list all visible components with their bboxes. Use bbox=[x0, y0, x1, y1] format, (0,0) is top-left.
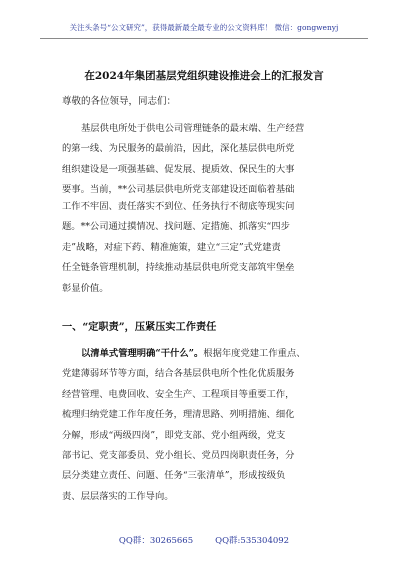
footer-qq-group-2: QQ群:535304092 bbox=[215, 536, 290, 546]
paragraph-3-line: 经营管理、电费回收、安全生产、工程项目等重要工作， bbox=[62, 388, 295, 400]
paragraph-1-line: 基层供电所处于供电公司管理链条的最末端、生产经营 bbox=[81, 123, 305, 134]
header-promo-note: 关注头条号“公文研究”，获得最新最全最专业的公文资料库！ 微信：gongwenyj bbox=[69, 23, 339, 32]
paragraph-1-line: 的第一线、为民服务的最前沿，因此，深化基层供电所党 bbox=[62, 143, 295, 155]
paragraph-2-line: 彰显价值。 bbox=[62, 282, 109, 294]
paragraph-3-lead: 以清单式管理明确“干什么”。 bbox=[81, 348, 204, 359]
paragraph-3-first-rest: 根据年度党建工作重点、 bbox=[203, 348, 306, 359]
footer-qq-group-1: QQ群：30265665 bbox=[118, 536, 194, 546]
paragraph-3-first-line bbox=[62, 344, 352, 364]
paragraph-2-line: 任全链条管理机制，持续推动基层供电所党支部筑牢堡垒 bbox=[62, 262, 295, 274]
paragraph-3-line: 梳理归纳党建工作年度任务，理清思路、列明措施、细化 bbox=[62, 409, 295, 421]
paragraph-3-line: 分解，形成“两级四岗”，即党支部、党小组两级，党支 bbox=[62, 429, 286, 441]
paragraph-1-line: 组织建设是一项强基础、促发展、提质效、保民生的大事 bbox=[62, 163, 295, 175]
paragraph-3-line: 部书记、党支部委员、党小组长、党员四岗职责任务，分 bbox=[62, 450, 295, 462]
greeting: 尊敬的各位领导，同志们： bbox=[62, 96, 177, 107]
paragraph-2-line: 工作不牢固、责任落实不到位、任务执行不彻底等现实问 bbox=[62, 201, 295, 212]
paragraph-3-line: 党建薄弱环节等方面，结合各基层供电所个性化优质服务 bbox=[62, 368, 295, 380]
paragraph-1 bbox=[62, 119, 352, 201]
paragraph-3-line: 层分类建立责任、问题、任务“三张清单”，形成按级负 bbox=[62, 470, 286, 482]
header-divider bbox=[40, 38, 368, 39]
document-title: 在2024年集团基层党组织建设推进会上的汇报发言 bbox=[84, 70, 324, 82]
paragraph-2-line: 题。**公司通过摸情况、找问题、定措施、抓落实“四步 bbox=[62, 221, 290, 233]
paragraph-3 bbox=[62, 344, 352, 507]
paragraph-3-line: 责、层层落实的工作导向。 bbox=[62, 490, 174, 502]
section-1-heading: 一、“定职责”，压紧压实工作责任 bbox=[62, 321, 217, 333]
footer-contact bbox=[0, 534, 408, 546]
paragraph-2 bbox=[62, 197, 352, 299]
paragraph-1-line: 要事。当前，**公司基层供电所党支部建设还面临着基础 bbox=[62, 184, 295, 196]
paragraph-2-line: 走”战略，对症下药、精准施策，建立“三定”式党建责 bbox=[62, 241, 281, 253]
